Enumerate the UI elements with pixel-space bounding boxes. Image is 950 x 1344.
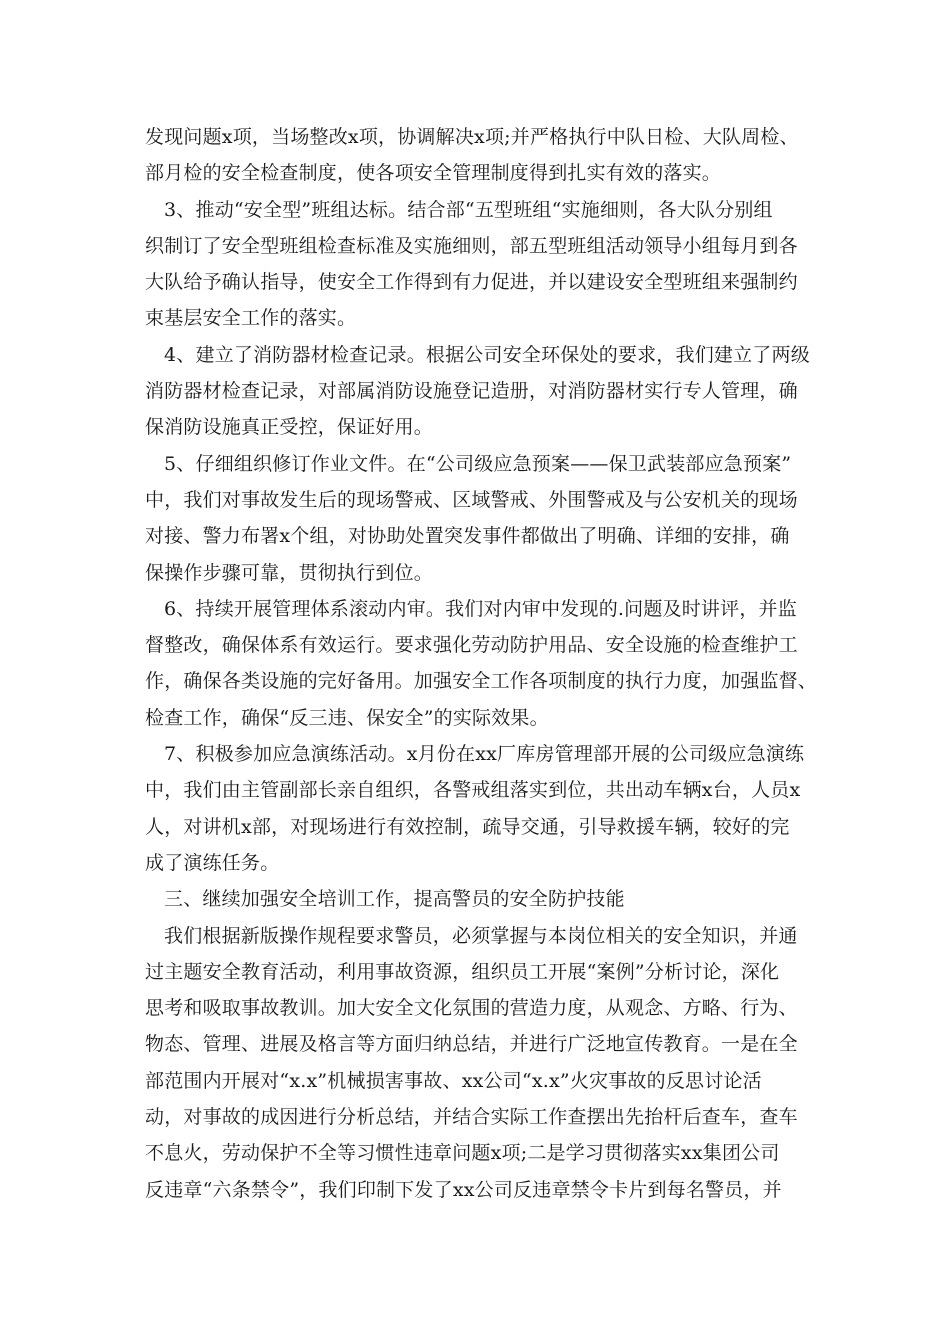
text-line: 部月检的安全检查制度，使各项安全管理制度得到扎实有效的落实。 <box>145 162 722 185</box>
text-line: 6、持续开展管理体系滚动内审。我们对内审中发现的.问题及时讲评，并监 <box>164 597 797 620</box>
text-line: 检查工作，确保“反三违、保安全”的实际效果。 <box>145 706 549 729</box>
text-line: 三、继续加强安全培训工作，提高警员的安全防护技能 <box>164 888 625 911</box>
text-line: 消防器材检查记录，对部属消防设施登记造册，对消防器材实行专人管理，确 <box>145 380 798 403</box>
text-line: 成了演练任务。 <box>145 851 280 874</box>
text-line: 思考和吸取事故教训。加大安全文化氛围的营造力度，从观念、方略、行为、 <box>145 997 798 1020</box>
text-line: 动，对事故的成因进行分析总结，并结合实际工作查摆出先抬杆后查车，查车 <box>145 1106 798 1129</box>
text-line: 7、积极参加应急演练活动。x月份在xx厂库房管理部开展的公司级应急演练 <box>164 743 805 766</box>
text-line: 束基层安全工作的落实。 <box>145 307 357 330</box>
text-line: 物态、管理、进展及格言等方面归纳总结，并进行广泛地宣传教育。一是在全 <box>145 1033 798 1056</box>
document-body <box>145 119 818 1208</box>
text-line: 大队给予确认指导，使安全工作得到有力促进，并以建设安全型班组来强制约 <box>145 271 798 294</box>
text-line: 中，我们对事故发生后的现场警戒、区域警戒、外围警戒及与公安机关的现场 <box>145 488 798 511</box>
text-line: 5、仔细组织修订作业文件。在“公司级应急预案——保卫武装部应急预案” <box>164 452 792 475</box>
text-line: 中，我们由主管副部长亲自组织，各警戒组落实到位，共出动车辆x台，人员x <box>145 779 801 802</box>
text-line: 4、建立了消防器材检查记录。根据公司安全环保处的要求，我们建立了两级 <box>164 343 810 366</box>
text-line: 部范围内开展对“x.x”机械损害事故、xx公司“x.x”火灾事故的反思讨论活 <box>145 1069 762 1092</box>
text-line: 督整改，确保体系有效运行。要求强化劳动防护用品、安全设施的检查维护工 <box>145 634 798 657</box>
text-line: 3、推动“安全型”班组达标。结合部“五型班组“实施细则，各大队分别组 <box>164 198 773 221</box>
text-line: 织制订了安全型班组检查标准及实施细则，部五型班组活动领导小组每月到各 <box>145 234 798 257</box>
text-line: 作，确保各类设施的完好备用。加强安全工作各项制度的执行力度，加强监督、 <box>145 670 818 693</box>
text-line: 对接、警力布署x个组，对协助处置突发事件都做出了明确、详细的安排，确 <box>145 525 790 548</box>
text-line: 我们根据新版操作规程要求警员，必须掌握与本岗位相关的安全知识，并通 <box>164 924 798 947</box>
text-line: 发现问题x项，当场整改x项，协调解决x项;并严格执行中队日检、大队周检、 <box>145 126 799 148</box>
text-line: 过主题安全教育活动，利用事故资源，组织员工开展“案例”分析讨论，深化 <box>145 960 780 983</box>
text-line: 反违章“六条禁令”，我们印制下发了xx公司反违章禁令卡片到每名警员，并 <box>145 1178 782 1201</box>
text-line: 人，对讲机x部，对现场进行有效控制，疏导交通，引导救援车辆，较好的完 <box>145 815 790 838</box>
text-line: 不息火，劳动保护不全等习惯性违章问题x项;二是学习贯彻落实xx集团公司 <box>145 1142 780 1165</box>
text-line: 保消防设施真正受控，保证好用。 <box>145 416 434 439</box>
text-line: 保操作步骤可靠，贯彻执行到位。 <box>145 561 434 584</box>
